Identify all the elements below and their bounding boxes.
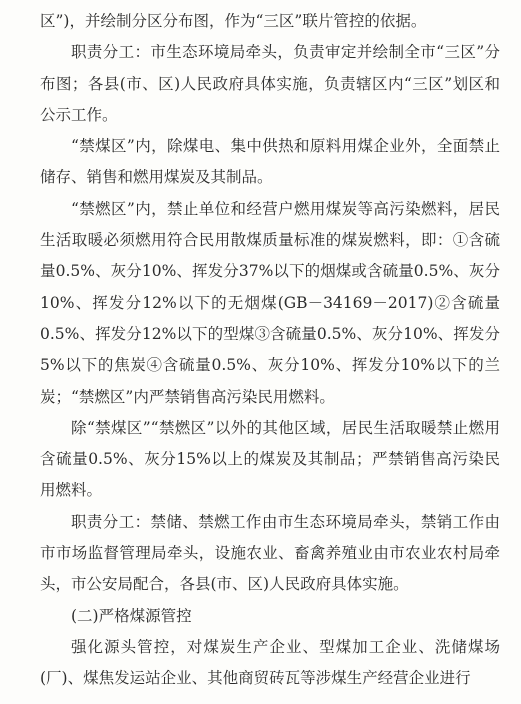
document-body [40,6,500,695]
paragraph-other-areas: 除“禁煤区”“禁燃区”以外的其他区域，居民生活取暖禁止燃用含硫量0.5%、灰分15%以上的煤炭及其制品；严禁销售高污染民用燃料。 [40,418,500,500]
section-heading: (二)严格煤源管控 [71,606,192,625]
paragraph-duty-assignment-enforcement: 职责分工：禁储、禁燃工作由市生态环境局牵头，禁销工作由市市场监督管理局牵头，设施农业、畜禽养殖业由市农业农村局牵头，市公安局配合，各县(市、区)人民政府具体实施。 [40,512,500,594]
paragraph-coal-ban-zone: “禁煤区”内，除煤电、集中供热和原料用煤企业外，全面禁止储存、销售和燃用煤炭及其制品。 [40,137,500,187]
paragraph-source-control: 强化源头管控，对煤炭生产企业、型煤加工企业、洗储煤场(厂)、煤焦发运站企业、其他商贸砖瓦等涉煤生产经营企业进行 [40,637,500,688]
paragraph-duty-assignment-zones: 职责分工：市生态环境局牵头，负责审定并绘制全市“三区”分布图；各县(市、区)人民政府具体实施，负责辖区内“三区”划区和公示工作。 [40,43,500,124]
paragraph-continuation: 区”)，并绘制分区分布图，作为“三区”联片管控的依据。 [40,12,427,30]
paragraph-burn-ban-zone: “禁燃区”内，禁止单位和经营户燃用煤炭等高污染燃料，居民生活取暖必须燃用符合民用散煤质量标准的煤炭燃料，即：①含硫量0.5%、灰分10%、挥发分37%以下的烟煤或含硫量0.5%、灰分10%、挥发分12%以下的无烟煤(GB－34169－2017)②含硫量0.5%、挥发分12%以下的型煤③含硫量0.5%、灰分10%、挥发分5%以下的焦炭④含硫量0.5%、灰分10%、挥发分10%以下的兰炭；“禁燃区”内严禁销售高污染民用燃料。 [40,199,500,406]
